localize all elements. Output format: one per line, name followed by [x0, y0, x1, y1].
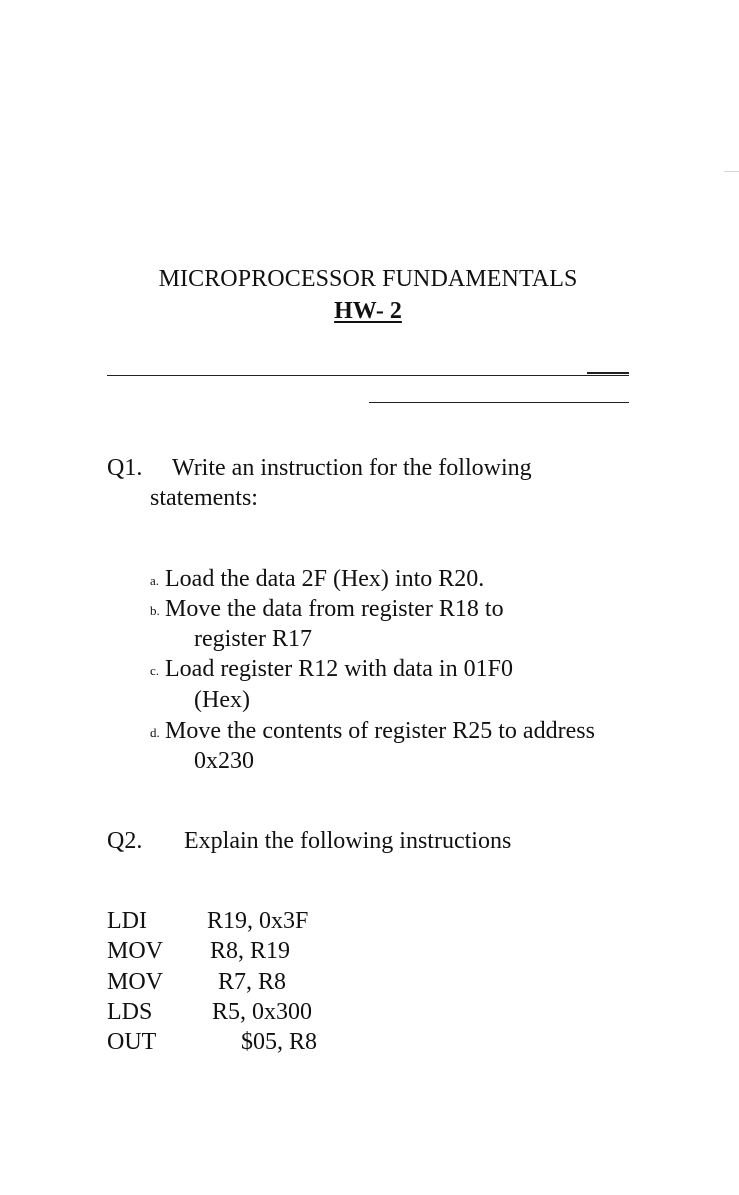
page-edge-mark [724, 171, 739, 172]
item-b-letter: b. [150, 603, 160, 618]
item-d-text-continued: 0x230 [194, 748, 254, 774]
item-a-text: Load the data 2F (Hex) into R20. [165, 566, 485, 592]
item-c-letter: c. [150, 663, 160, 678]
instruction-operands: $05, R8 [241, 1029, 318, 1055]
instruction-operands: R19, 0x3F [207, 908, 309, 934]
instruction-opcode: OUT [107, 1029, 157, 1055]
item-c-text-continued: (Hex) [194, 687, 250, 713]
question-1-number: Q1. [107, 455, 143, 481]
question-1-prompt: Write an instruction for the following [172, 455, 532, 481]
instruction-opcode: LDS [107, 999, 153, 1025]
id-line [369, 402, 629, 403]
question-1-prompt-continued: statements: [150, 485, 258, 511]
item-b-text: Move the data from register R18 to [165, 596, 504, 622]
homework-label: HW- 2 [334, 298, 402, 324]
question-2-prompt: Explain the following instructions [184, 828, 512, 854]
instruction-opcode: LDI [107, 908, 147, 934]
question-2-number: Q2. [107, 828, 143, 854]
item-a-letter: a. [150, 573, 160, 588]
instruction-opcode: MOV [107, 938, 164, 964]
instruction-operands: R5, 0x300 [212, 999, 313, 1025]
instruction-operands: R7, R8 [218, 969, 287, 995]
instruction-operands: R8, R19 [210, 938, 291, 964]
instruction-opcode: MOV [107, 969, 164, 995]
item-d-text: Move the contents of register R25 to address [165, 718, 595, 744]
name-line [107, 375, 629, 376]
item-d-letter: d. [150, 725, 160, 740]
document-subtitle [0, 296, 736, 326]
document-title: MICROPROCESSOR FUNDAMENTALS [158, 266, 578, 292]
name-line-extension [587, 372, 629, 374]
item-b-text-continued: register R17 [194, 626, 312, 652]
item-c-text: Load register R12 with data in 01F0 [165, 656, 513, 682]
